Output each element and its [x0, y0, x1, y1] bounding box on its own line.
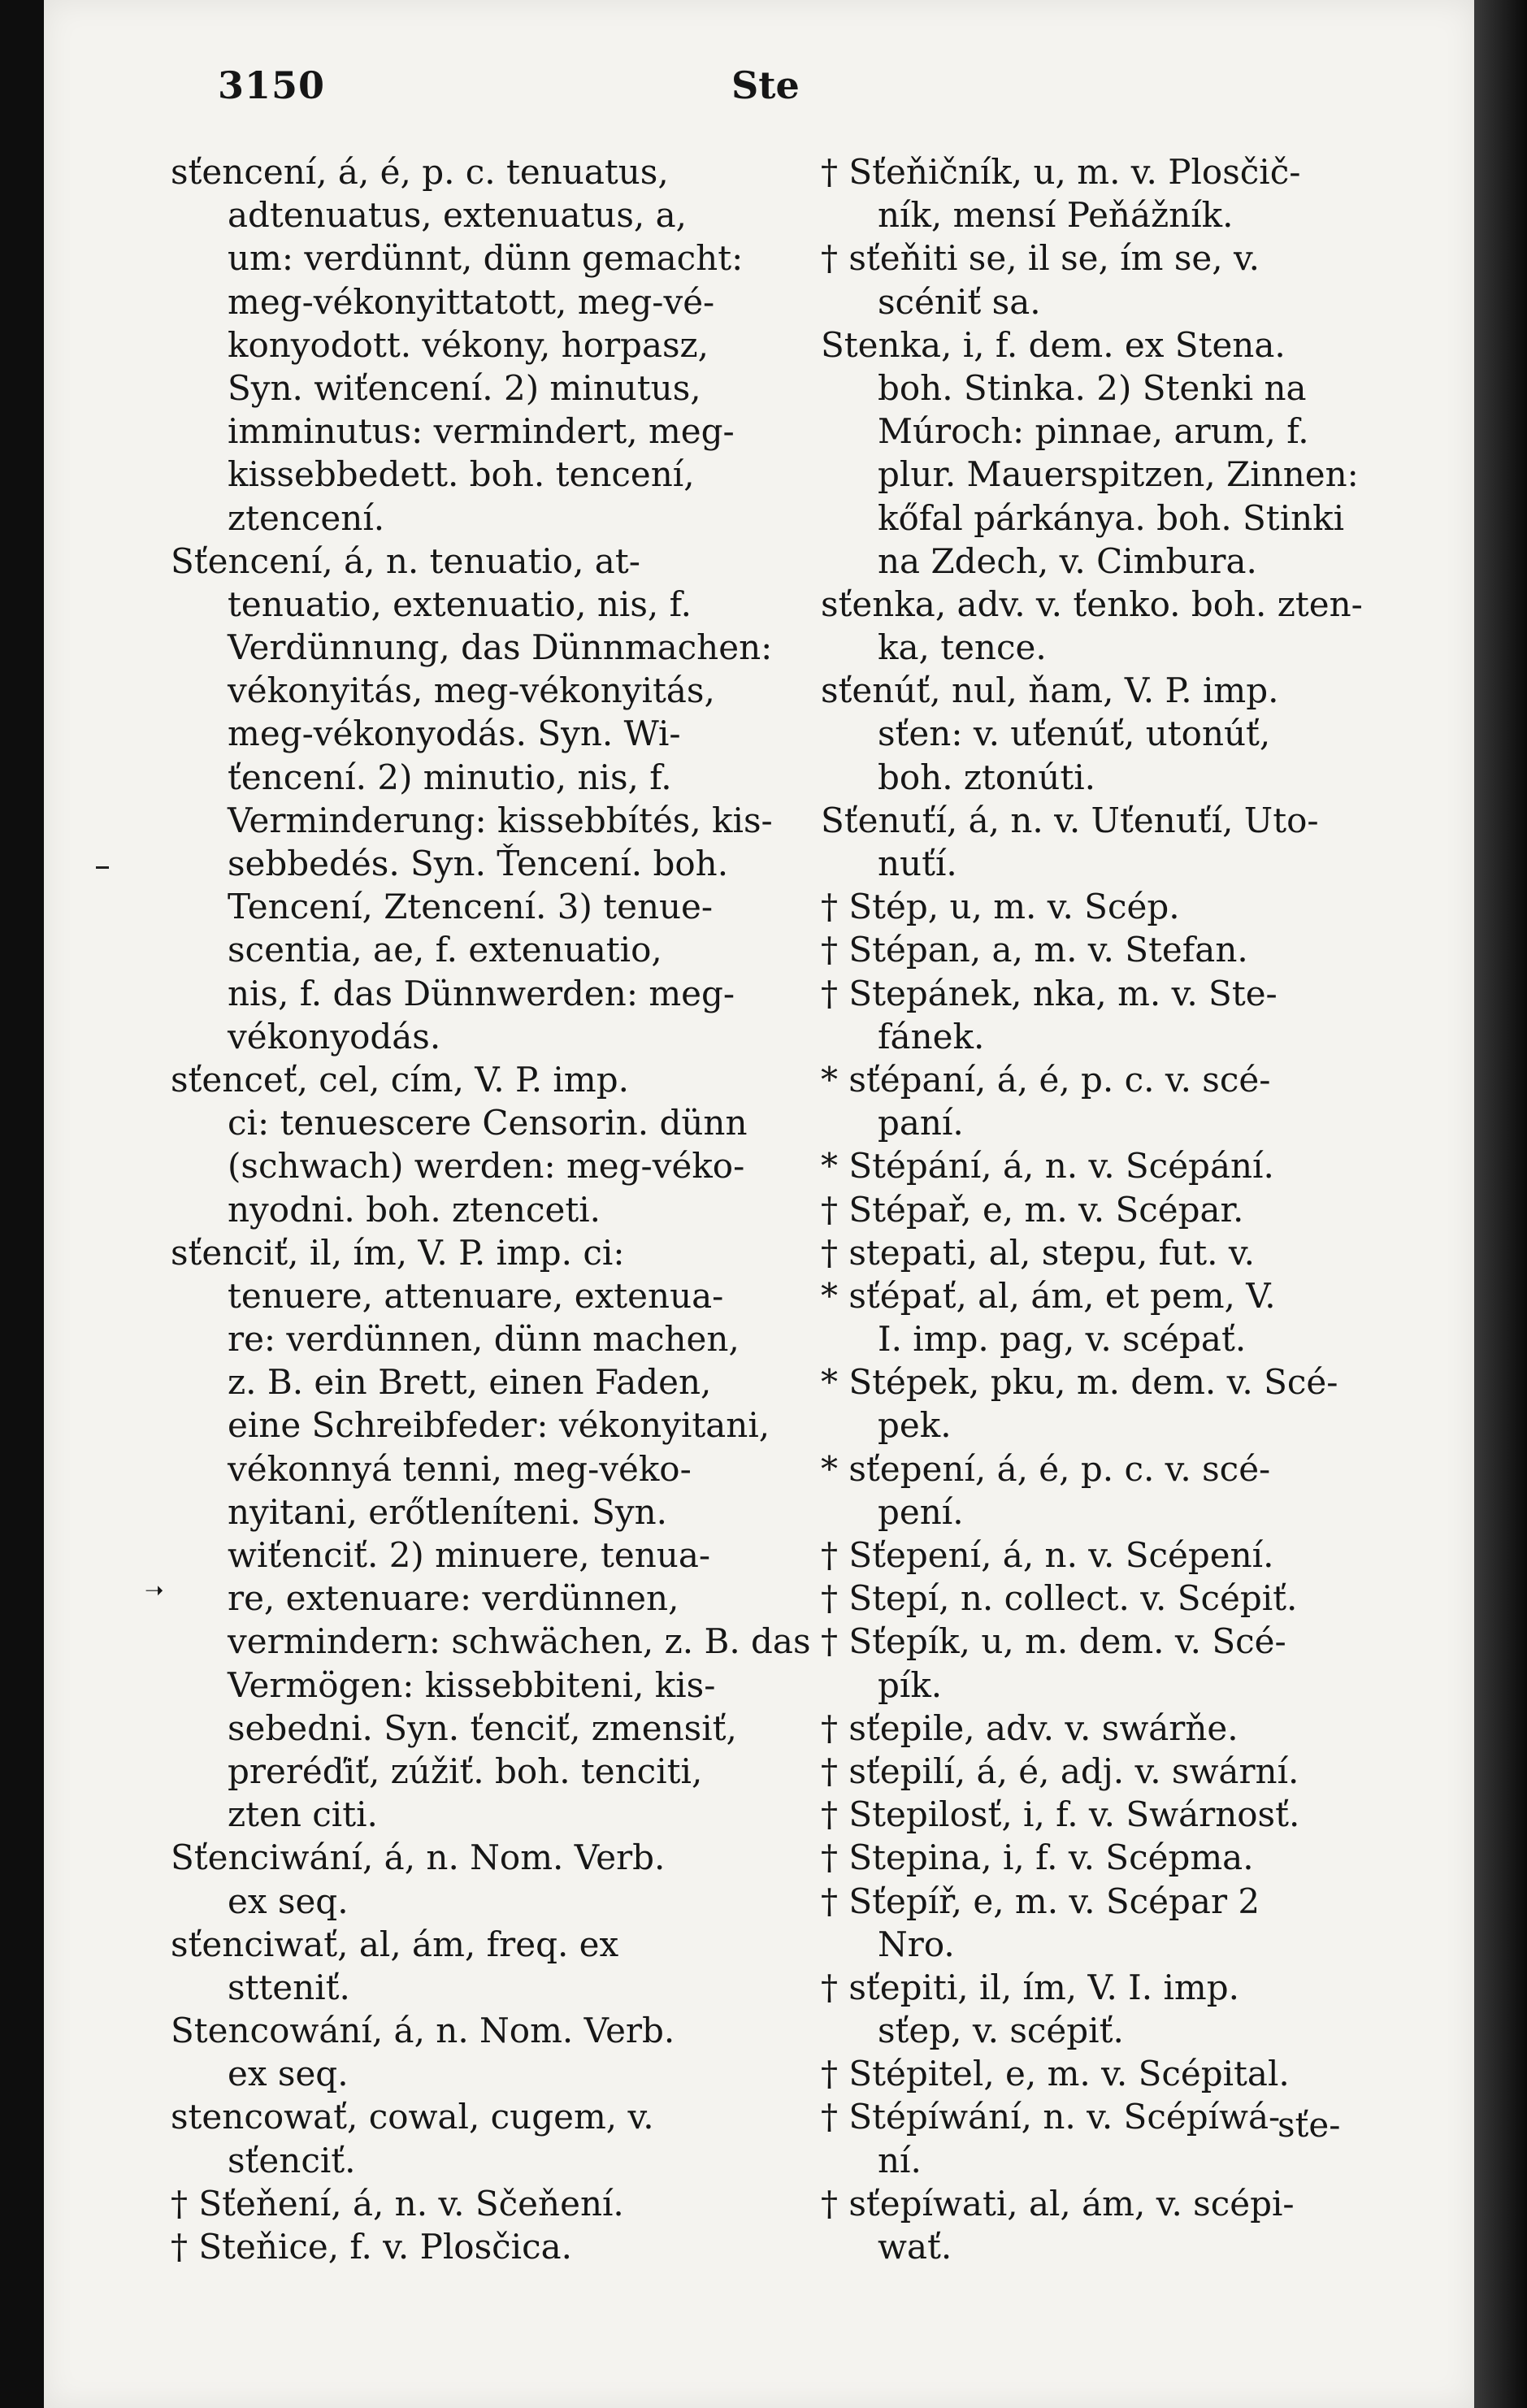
dictionary-line: ťencení. 2) minutio, nis, f.	[228, 757, 672, 797]
dictionary-line: sťenciť.	[228, 2140, 356, 2180]
dictionary-line: sťep, v. scépiť.	[878, 2011, 1124, 2051]
dictionary-line: meg-vékonyodás. Syn. Wi-	[228, 714, 681, 754]
dictionary-line: † Stépitel, e, m. v. Scépital.	[821, 2054, 1290, 2094]
dictionary-line: sebedni. Syn. ťenciť, zmensiť,	[228, 1707, 737, 1748]
dictionary-line: * sťépať, al, ám, et pem, V.	[821, 1275, 1276, 1316]
dictionary-line: sťenciwať, al, ám, freq. ex	[171, 1924, 619, 1964]
dictionary-line: pík.	[878, 1664, 943, 1705]
dictionary-line: stteniť.	[228, 1967, 350, 2007]
left-column	[171, 150, 811, 2268]
right-column	[821, 150, 1422, 2268]
dictionary-line: vermindern: schwächen, z. B. das	[228, 1621, 811, 1662]
dictionary-line: scéniť sa.	[878, 281, 1041, 322]
dictionary-line: Syn. wiťencení. 2) minutus,	[228, 367, 701, 408]
dictionary-line: ník, mensí Peňážník.	[878, 195, 1234, 236]
page-edge-shadow	[1474, 0, 1527, 2408]
dictionary-line: * sťépaní, á, é, p. c. v. scé-	[821, 1059, 1271, 1100]
dictionary-line: † Sťepík, u, m. dem. v. Scé-	[821, 1621, 1286, 1662]
dictionary-line: Múroch: pinnae, arum, f.	[878, 411, 1309, 452]
dictionary-line: paní.	[878, 1103, 964, 1143]
dictionary-line: * sťepení, á, é, p. c. v. scé-	[821, 1448, 1271, 1489]
dictionary-line: † Stepina, i, f. v. Scépma.	[821, 1837, 1254, 1878]
dictionary-line: Verminderung: kissebbítés, kis-	[228, 800, 773, 840]
dictionary-line: Sťencení, á, n. tenuatio, at-	[171, 540, 640, 581]
dictionary-line: † Sťeňení, á, n. v. Sčeňení.	[171, 2183, 624, 2224]
dictionary-line: re, extenuare: verdünnen,	[228, 1578, 679, 1619]
dictionary-line: na Zdech, v. Cimbura.	[878, 540, 1257, 581]
dictionary-line: vékonnyá tenni, meg-véko-	[228, 1448, 692, 1489]
dictionary-line: † Stépan, a, m. v. Stefan.	[821, 930, 1248, 970]
dictionary-line: nuťí.	[878, 844, 957, 883]
dictionary-line: Nro.	[878, 1924, 955, 1964]
dictionary-line: sťencení, á, é, p. c. tenuatus,	[171, 152, 669, 192]
dictionary-line: † sťepile, adv. v. swárňe.	[821, 1707, 1239, 1748]
dictionary-line: ex seq.	[228, 1881, 349, 1921]
dictionary-line: kőfal párkánya. boh. Stinki	[878, 497, 1345, 538]
dictionary-line: re: verdünnen, dünn machen,	[228, 1319, 740, 1360]
dictionary-line: * Stépek, pku, m. dem. v. Scé-	[821, 1362, 1338, 1403]
dictionary-line: † Stépíwání, n. v. Scépíwá-	[821, 2097, 1281, 2137]
dictionary-line: plur. Mauerspitzen, Zinnen:	[878, 454, 1359, 495]
dictionary-line: (schwach) werden: meg-véko-	[228, 1146, 745, 1187]
dictionary-line: ci: tenuescere Censorin. dünn	[228, 1103, 748, 1143]
dictionary-line: ka, tence.	[878, 627, 1047, 668]
dictionary-line: ex seq.	[228, 2054, 349, 2094]
dictionary-line: sťen: v. uťenúť, utonúť,	[878, 714, 1271, 754]
dictionary-line: boh. ztonúti.	[878, 757, 1095, 797]
running-head: Ste	[731, 63, 800, 107]
dictionary-line: wať.	[878, 2227, 952, 2267]
margin-dash-mark	[96, 866, 109, 869]
dictionary-line: z. B. ein Brett, einen Faden,	[228, 1362, 712, 1403]
dictionary-line: † Stép, u, m. v. Scép.	[821, 887, 1180, 927]
dictionary-line: vékonyodás.	[228, 1016, 441, 1056]
dictionary-line: tenuatio, extenuatio, nis, f.	[228, 584, 692, 624]
dictionary-line: sťenka, adv. v. ťenko. boh. zten-	[821, 584, 1363, 624]
dictionary-line: Sťenuťí, á, n. v. Uťenuťí, Uto-	[821, 800, 1319, 840]
dictionary-line: adtenuatus, extenuatus, a,	[228, 195, 687, 236]
dictionary-line: sťenceť, cel, cím, V. P. imp.	[171, 1059, 629, 1100]
dictionary-line: wiťenciť. 2) minuere, tenua-	[228, 1535, 711, 1575]
page-header	[0, 63, 1527, 120]
dictionary-line: † stepati, al, stepu, fut. v.	[821, 1232, 1255, 1273]
dictionary-line: nyitani, erőtleníteni. Syn.	[228, 1491, 667, 1532]
dictionary-line: ní.	[878, 2140, 922, 2180]
dictionary-line: I. imp. pag, v. scépať.	[878, 1319, 1247, 1360]
dictionary-line: Vermögen: kissebbiteni, kis-	[228, 1664, 716, 1705]
dictionary-line: Verdünnung, das Dünnmachen:	[228, 627, 773, 668]
margin-arrow-icon: ➝	[145, 1577, 164, 1603]
dictionary-line: † sťeňiti se, il se, ím se, v.	[821, 238, 1260, 279]
dictionary-line: † Stepí, n. collect. v. Scépiť.	[821, 1578, 1298, 1619]
dictionary-line: sebbedés. Syn. Ťencení. boh.	[228, 844, 729, 883]
dictionary-line: † Sťeňičník, u, m. v. Plosčič-	[821, 152, 1301, 192]
dictionary-line: preréďiť, zúžiť. boh. tenciti,	[228, 1751, 703, 1791]
dictionary-line: stencowať, cowal, cugem, v.	[171, 2097, 654, 2137]
dictionary-line: Stencowání, á, n. Nom. Verb.	[171, 2011, 675, 2051]
dictionary-line: eine Schreibfeder: vékonyitani,	[228, 1405, 770, 1446]
dictionary-line: † Sťepení, á, n. v. Scépení.	[821, 1535, 1274, 1575]
dictionary-line: pení.	[878, 1491, 964, 1532]
dictionary-line: imminutus: vermindert, meg-	[228, 411, 735, 452]
dictionary-line: konyodott. vékony, horpasz,	[228, 324, 709, 365]
catchword: sťe-	[1278, 2105, 1341, 2145]
dictionary-line: † sťepíwati, al, ám, v. scépi-	[821, 2183, 1295, 2224]
dictionary-line: * Stépání, á, n. v. Scépání.	[821, 1146, 1274, 1187]
dictionary-line: nyodni. boh. ztenceti.	[228, 1189, 601, 1230]
dictionary-line: † Steňice, f. v. Plosčica.	[171, 2227, 573, 2267]
dictionary-line: ztencení.	[228, 497, 385, 538]
dictionary-line: um: verdünnt, dünn gemacht:	[228, 238, 744, 279]
dictionary-line: Stenka, i, f. dem. ex Stena.	[821, 324, 1286, 365]
page-number: 3150	[218, 63, 326, 107]
dictionary-line: † Stépař, e, m. v. Scépar.	[821, 1189, 1244, 1230]
dictionary-line: sťenciť, il, ím, V. P. imp. ci:	[171, 1232, 625, 1273]
dictionary-line: nis, f. das Dünnwerden: meg-	[228, 973, 735, 1013]
dictionary-line: boh. Stinka. 2) Stenki na	[878, 367, 1307, 408]
dictionary-line: tenuere, attenuare, extenua-	[228, 1275, 724, 1316]
dictionary-line: Sťenciwání, á, n. Nom. Verb.	[171, 1837, 666, 1878]
dictionary-line: † sťepiti, il, ím, V. I. imp.	[821, 1967, 1239, 2007]
dictionary-line: † Sťepíř, e, m. v. Scépar 2	[821, 1881, 1260, 1921]
dictionary-line: meg-vékonyittatott, meg-vé-	[228, 281, 715, 322]
dictionary-line: † Stepánek, nka, m. v. Ste-	[821, 973, 1278, 1013]
dictionary-line: kissebbedett. boh. tencení,	[228, 454, 695, 495]
dictionary-line: fánek.	[878, 1016, 985, 1056]
dictionary-line: † Stepilosť, i, f. v. Swárnosť.	[821, 1794, 1300, 1835]
dictionary-line: vékonyitás, meg-vékonyitás,	[228, 670, 715, 711]
dictionary-line: † sťepilí, á, é, adj. v. swární.	[821, 1751, 1299, 1791]
dictionary-line: pek.	[878, 1405, 952, 1446]
dictionary-line: scentia, ae, f. extenuatio,	[228, 930, 662, 970]
dictionary-line: zten citi.	[228, 1794, 378, 1835]
dictionary-line: Tencení, Ztencení. 3) tenue-	[228, 887, 714, 927]
dictionary-line: sťenúť, nul, ňam, V. P. imp.	[821, 670, 1279, 711]
